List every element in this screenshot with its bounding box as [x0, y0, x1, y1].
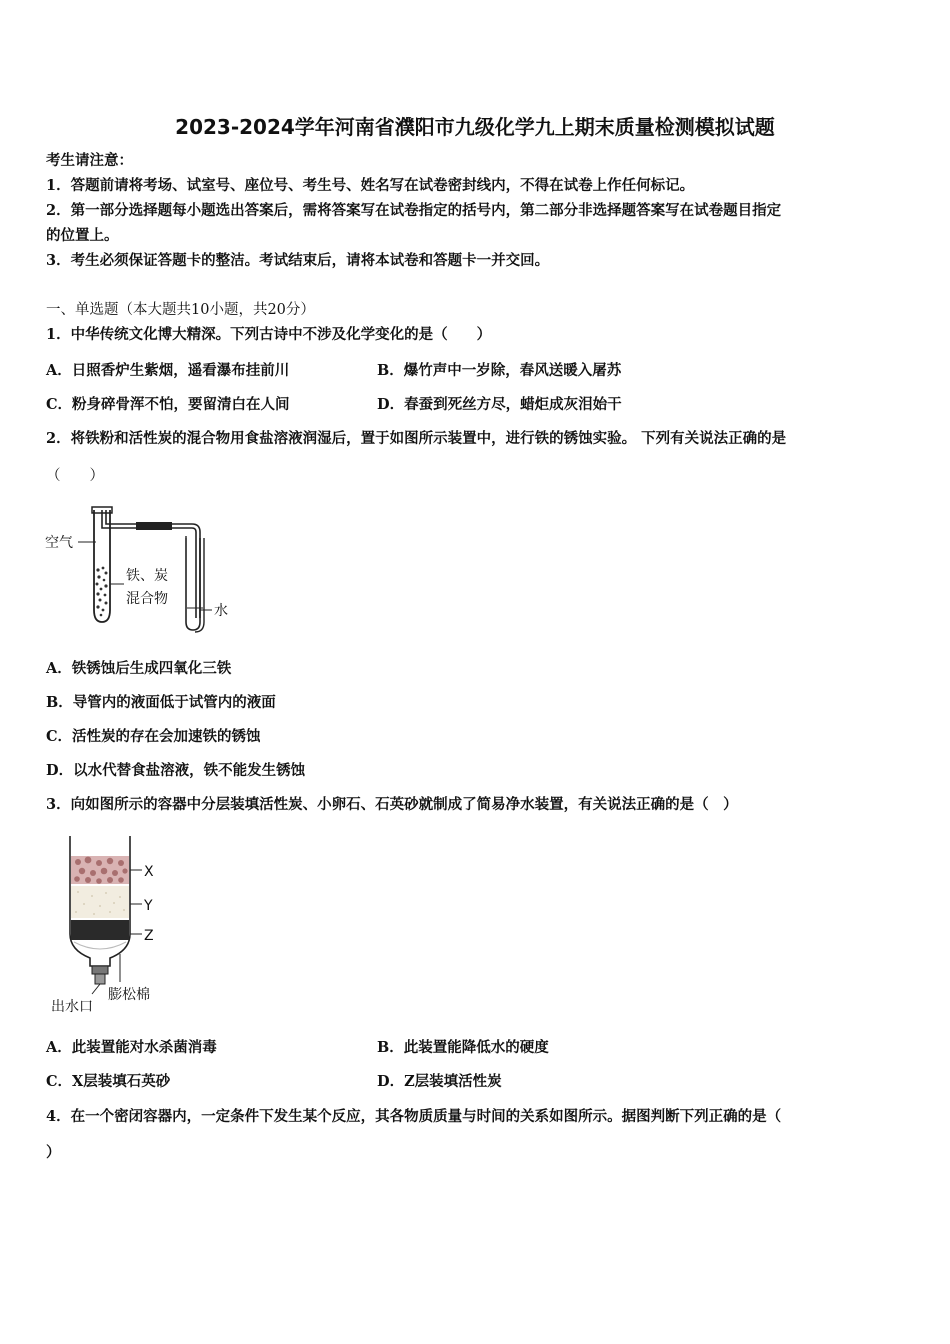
- question-3-option-a[interactable]: A．此装置能对水杀菌消毒: [46, 1039, 217, 1056]
- label-cotton: 膨松棉: [108, 987, 150, 1003]
- question-2-stem: 2．将铁粉和活性炭的混合物用食盐溶液润湿后，置于如图所示装置中，进行铁的锈蚀实验。 下列有关说法正确的是: [46, 430, 787, 447]
- label-outlet: 出水口: [51, 999, 93, 1015]
- label-mixture: 混合物: [126, 591, 168, 607]
- question-2-option-a[interactable]: A．铁锈蚀后生成四氧化三铁: [46, 660, 232, 677]
- label-iron-carbon: 铁、炭: [126, 568, 168, 584]
- label-air: 空气: [45, 535, 73, 551]
- question-2-stem-cont: （ ）: [46, 468, 104, 484]
- question-4-stem-cont: ）: [46, 1144, 61, 1161]
- question-2-option-d[interactable]: D．以水代替食盐溶液，铁不能发生锈蚀: [46, 762, 306, 779]
- page-title: 2023-2024学年河南省濮阳市九级化学九上期末质量检测模拟试题: [175, 115, 775, 139]
- question-2-option-b[interactable]: B．导管内的液面低于试管内的液面: [46, 694, 276, 711]
- rust-experiment-figure: [40, 500, 240, 635]
- notice-item: 的位置上。: [46, 227, 119, 244]
- notice-item: 3．考生必须保证答题卡的整洁。考试结束后，请将本试卷和答题卡一并交回。: [46, 252, 550, 269]
- label-layer-z: Z: [144, 928, 154, 944]
- water-filter-figure: [48, 826, 178, 1020]
- water-tube: [186, 536, 204, 632]
- notice-item: 1．答题前请将考场、试室号、座位号、考生号、姓名写在试卷密封线内，不得在试卷上作任何标记。: [46, 177, 695, 194]
- question-3-option-c[interactable]: C．X层装填石英砂: [46, 1073, 171, 1090]
- question-2-option-c[interactable]: C．活性炭的存在会加速铁的锈蚀: [46, 728, 261, 745]
- notice-heading: 考生请注意：: [46, 152, 133, 169]
- label-water: 水: [214, 603, 228, 619]
- question-3-stem: 3．向如图所示的容器中分层装填活性炭、小卵石、石英砂就制成了简易净水装置，有关说法正确的是（ ）: [46, 796, 738, 813]
- question-3-option-d[interactable]: D．Z层装填活性炭: [377, 1073, 502, 1090]
- question-1-option-a[interactable]: A．日照香炉生紫烟，遥看瀑布挂前川: [46, 362, 290, 379]
- filter-container: [70, 836, 130, 984]
- label-layer-y: Y: [144, 898, 153, 914]
- section-heading: 一、单选题（本大题共10小题，共20分）: [46, 302, 315, 318]
- question-1-stem: 1．中华传统文化博大精深。下列古诗中不涉及化学变化的是（ ）: [46, 326, 492, 343]
- question-4-stem: 4．在一个密闭容器内，一定条件下发生某个反应，其各物质质量与时间的关系如图所示。据图判断下列正确的是（: [46, 1108, 782, 1125]
- label-layer-x: X: [144, 864, 154, 880]
- question-1-option-d[interactable]: D．春蚕到死丝方尽，蜡炬成灰泪始干: [377, 396, 622, 413]
- question-1-option-c[interactable]: C．粉身碎骨浑不怕，要留清白在人间: [46, 396, 290, 413]
- question-1-option-b[interactable]: B．爆竹声中一岁除，春风送暖入屠苏: [377, 362, 622, 379]
- notice-item: 2．第一部分选择题每小题选出答案后，需将答案写在试卷指定的括号内，第二部分非选择题答案写在试卷题目指定: [46, 202, 782, 219]
- question-3-option-b[interactable]: B．此装置能降低水的硬度: [377, 1039, 549, 1056]
